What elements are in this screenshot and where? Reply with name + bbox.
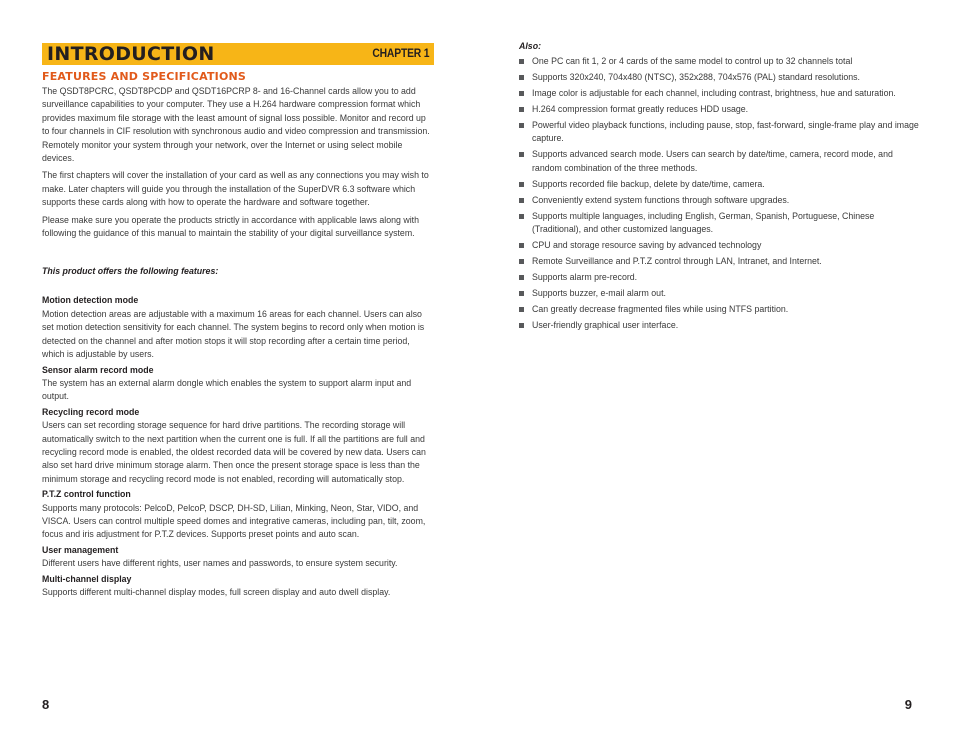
feature-title: Motion detection mode <box>42 295 139 306</box>
feature-block <box>42 364 434 404</box>
bullet-item <box>519 148 919 175</box>
bullet-square-icon <box>519 275 524 280</box>
features-intro: This product offers the following features: <box>42 266 219 277</box>
right-content <box>519 40 919 335</box>
feature-title: Recycling record mode <box>42 406 140 417</box>
bullet-item <box>519 287 919 300</box>
bullet-square-icon <box>519 91 524 96</box>
bullet-square-icon <box>519 214 524 219</box>
chapter-banner <box>42 43 434 65</box>
page-number-right: 9 <box>904 697 912 712</box>
chapter-title: INTRODUCTION <box>47 43 215 65</box>
bullet-item <box>519 255 919 268</box>
left-content <box>42 70 434 601</box>
intro-paragraph: The first chapters will cover the installation of your card as well as any connections you may wish to make. Later chapters will guide you through the installation of the SuperDVR 6.3 software which supports these cards along with how to operate the hardware and software together. <box>42 170 429 208</box>
feature-title: User management <box>42 544 119 555</box>
bullet-text: Supports advanced search mode. Users can search by date/time, camera, record mode, and random combination of the three methods. <box>532 149 893 173</box>
feature-bullet-list <box>519 55 919 333</box>
bullet-item <box>519 210 919 237</box>
bullet-item <box>519 103 919 116</box>
bullet-square-icon <box>519 75 524 80</box>
bullet-text: Supports alarm pre-record. <box>532 272 638 283</box>
bullet-square-icon <box>519 291 524 296</box>
feature-block <box>42 573 434 600</box>
bullet-item <box>519 55 919 68</box>
bullet-text: User-friendly graphical user interface. <box>532 320 679 331</box>
bullet-text: Remote Surveillance and P.T.Z control through LAN, Intranet, and Internet. <box>532 256 822 267</box>
bullet-square-icon <box>519 123 524 128</box>
bullet-text: Supports multiple languages, including English, German, Spanish, Portuguese, Chinese (Traditional), and other customized languages. <box>532 210 875 235</box>
bullet-square-icon <box>519 323 524 328</box>
bullet-item <box>519 194 919 207</box>
intro-paragraph: The QSDT8PCRC, QSDT8PCDP and QSDT16PCRP 8- and 16-Channel cards allow you to add surveillance capabilities to your computer. They use a H.264 hardware compression format which provides maximum file storage with the least amount of signal loss possible. Monitor and record up to four channels in CIF resolution with synchronous audio and video compression and transmission. Remotely monitor your system through your network, over the Internet or using select mobile devices. <box>42 86 430 164</box>
bullet-text: Supports recorded file backup, delete by date/time, camera. <box>532 178 765 189</box>
bullet-item <box>519 239 919 252</box>
feature-text: Motion detection areas are adjustable with a maximum 16 areas for each channel. Users can also set motion detection sensitivity for each channel. The system begins to record only when motion is detected on the channel and after motion stops it will stop recording after a certain time period, which is adjustable by users. <box>42 308 425 360</box>
feature-text: Users can set recording storage sequence for hard drive partitions. The recording storage will automatically switch to the next partition when the current one is full. If all the partitions are full and recycling record mode is enabled, the oldest recorded data will be covered by new data. Users can also set hard drive minimum storage alarm. Then once the present storage space is less than the minimum storage and recycling record mode is not enabled, recording will automatically stop. <box>42 420 426 484</box>
bullet-text: Can greatly decrease fragmented files while using NTFS partition. <box>532 304 789 315</box>
feature-title: P.T.Z control function <box>42 489 131 500</box>
bullet-item <box>519 87 919 100</box>
bullet-square-icon <box>519 259 524 264</box>
bullet-square-icon <box>519 182 524 187</box>
bullet-item <box>519 271 919 284</box>
bullet-text: CPU and storage resource saving by advanced technology <box>532 240 762 251</box>
feature-block <box>42 294 434 361</box>
bullet-text: Powerful video playback functions, including pause, stop, fast-forward, single-frame play and image capture. <box>532 120 919 144</box>
section-heading: FEATURES AND SPECIFICATIONS <box>42 70 247 83</box>
chapter-number: CHAPTER 1 <box>371 48 429 60</box>
bullet-text: One PC can fit 1, 2 or 4 cards of the same model to control up to 32 channels total <box>532 56 853 66</box>
feature-text: Supports different multi-channel display modes, full screen display and auto dwell display. <box>42 587 391 597</box>
bullet-square-icon <box>519 243 524 248</box>
bullet-text: Conveniently extend system functions through software upgrades. <box>532 194 790 205</box>
bullet-square-icon <box>519 307 524 312</box>
feature-text: Different users have different rights, user names and passwords, to ensure system security. <box>42 558 398 569</box>
bullet-item <box>519 178 919 191</box>
feature-block <box>42 406 434 486</box>
bullet-square-icon <box>519 198 524 203</box>
feature-title: Multi-channel display <box>42 573 132 584</box>
bullet-item <box>519 119 919 146</box>
bullet-text: Image color is adjustable for each channel, including contrast, brightness, hue and saturation. <box>532 88 896 98</box>
bullet-square-icon <box>519 59 524 64</box>
bullet-item <box>519 319 919 332</box>
right-page <box>477 0 954 738</box>
feature-block <box>42 488 434 542</box>
bullet-item <box>519 303 919 316</box>
feature-text: Supports many protocols: PelcoD, PelcoP, DSCP, DH-SD, Lilian, Minking, Neon, Star, VIDO, and VISCA. Users can control multiple speed domes and integrative cameras, including pan, tilt, zoom, focus and iris adjustment for P.T.Z devices. Supports preset points and auto scan. <box>42 502 426 540</box>
feature-text: The system has an external alarm dongle which enables the system to support alarm input and output. <box>42 377 412 402</box>
bullet-square-icon <box>519 152 524 157</box>
page-number-left: 8 <box>42 697 50 712</box>
bullet-text: H.264 compression format greatly reduces HDD usage. <box>532 104 749 114</box>
intro-paragraph: Please make sure you operate the products strictly in accordance with applicable laws along with following the guidance of this manual to maintain the stability of your digital surveillance system. <box>42 214 419 239</box>
feature-block <box>42 544 434 571</box>
bullet-square-icon <box>519 107 524 112</box>
bullet-text: Supports 320x240, 704x480 (NTSC), 352x288, 704x576 (PAL) standard resolutions. <box>532 72 860 82</box>
feature-title: Sensor alarm record mode <box>42 364 154 375</box>
bullet-text: Supports buzzer, e-mail alarm out. <box>532 288 666 299</box>
also-label: Also: <box>519 41 541 51</box>
bullet-item <box>519 71 919 84</box>
